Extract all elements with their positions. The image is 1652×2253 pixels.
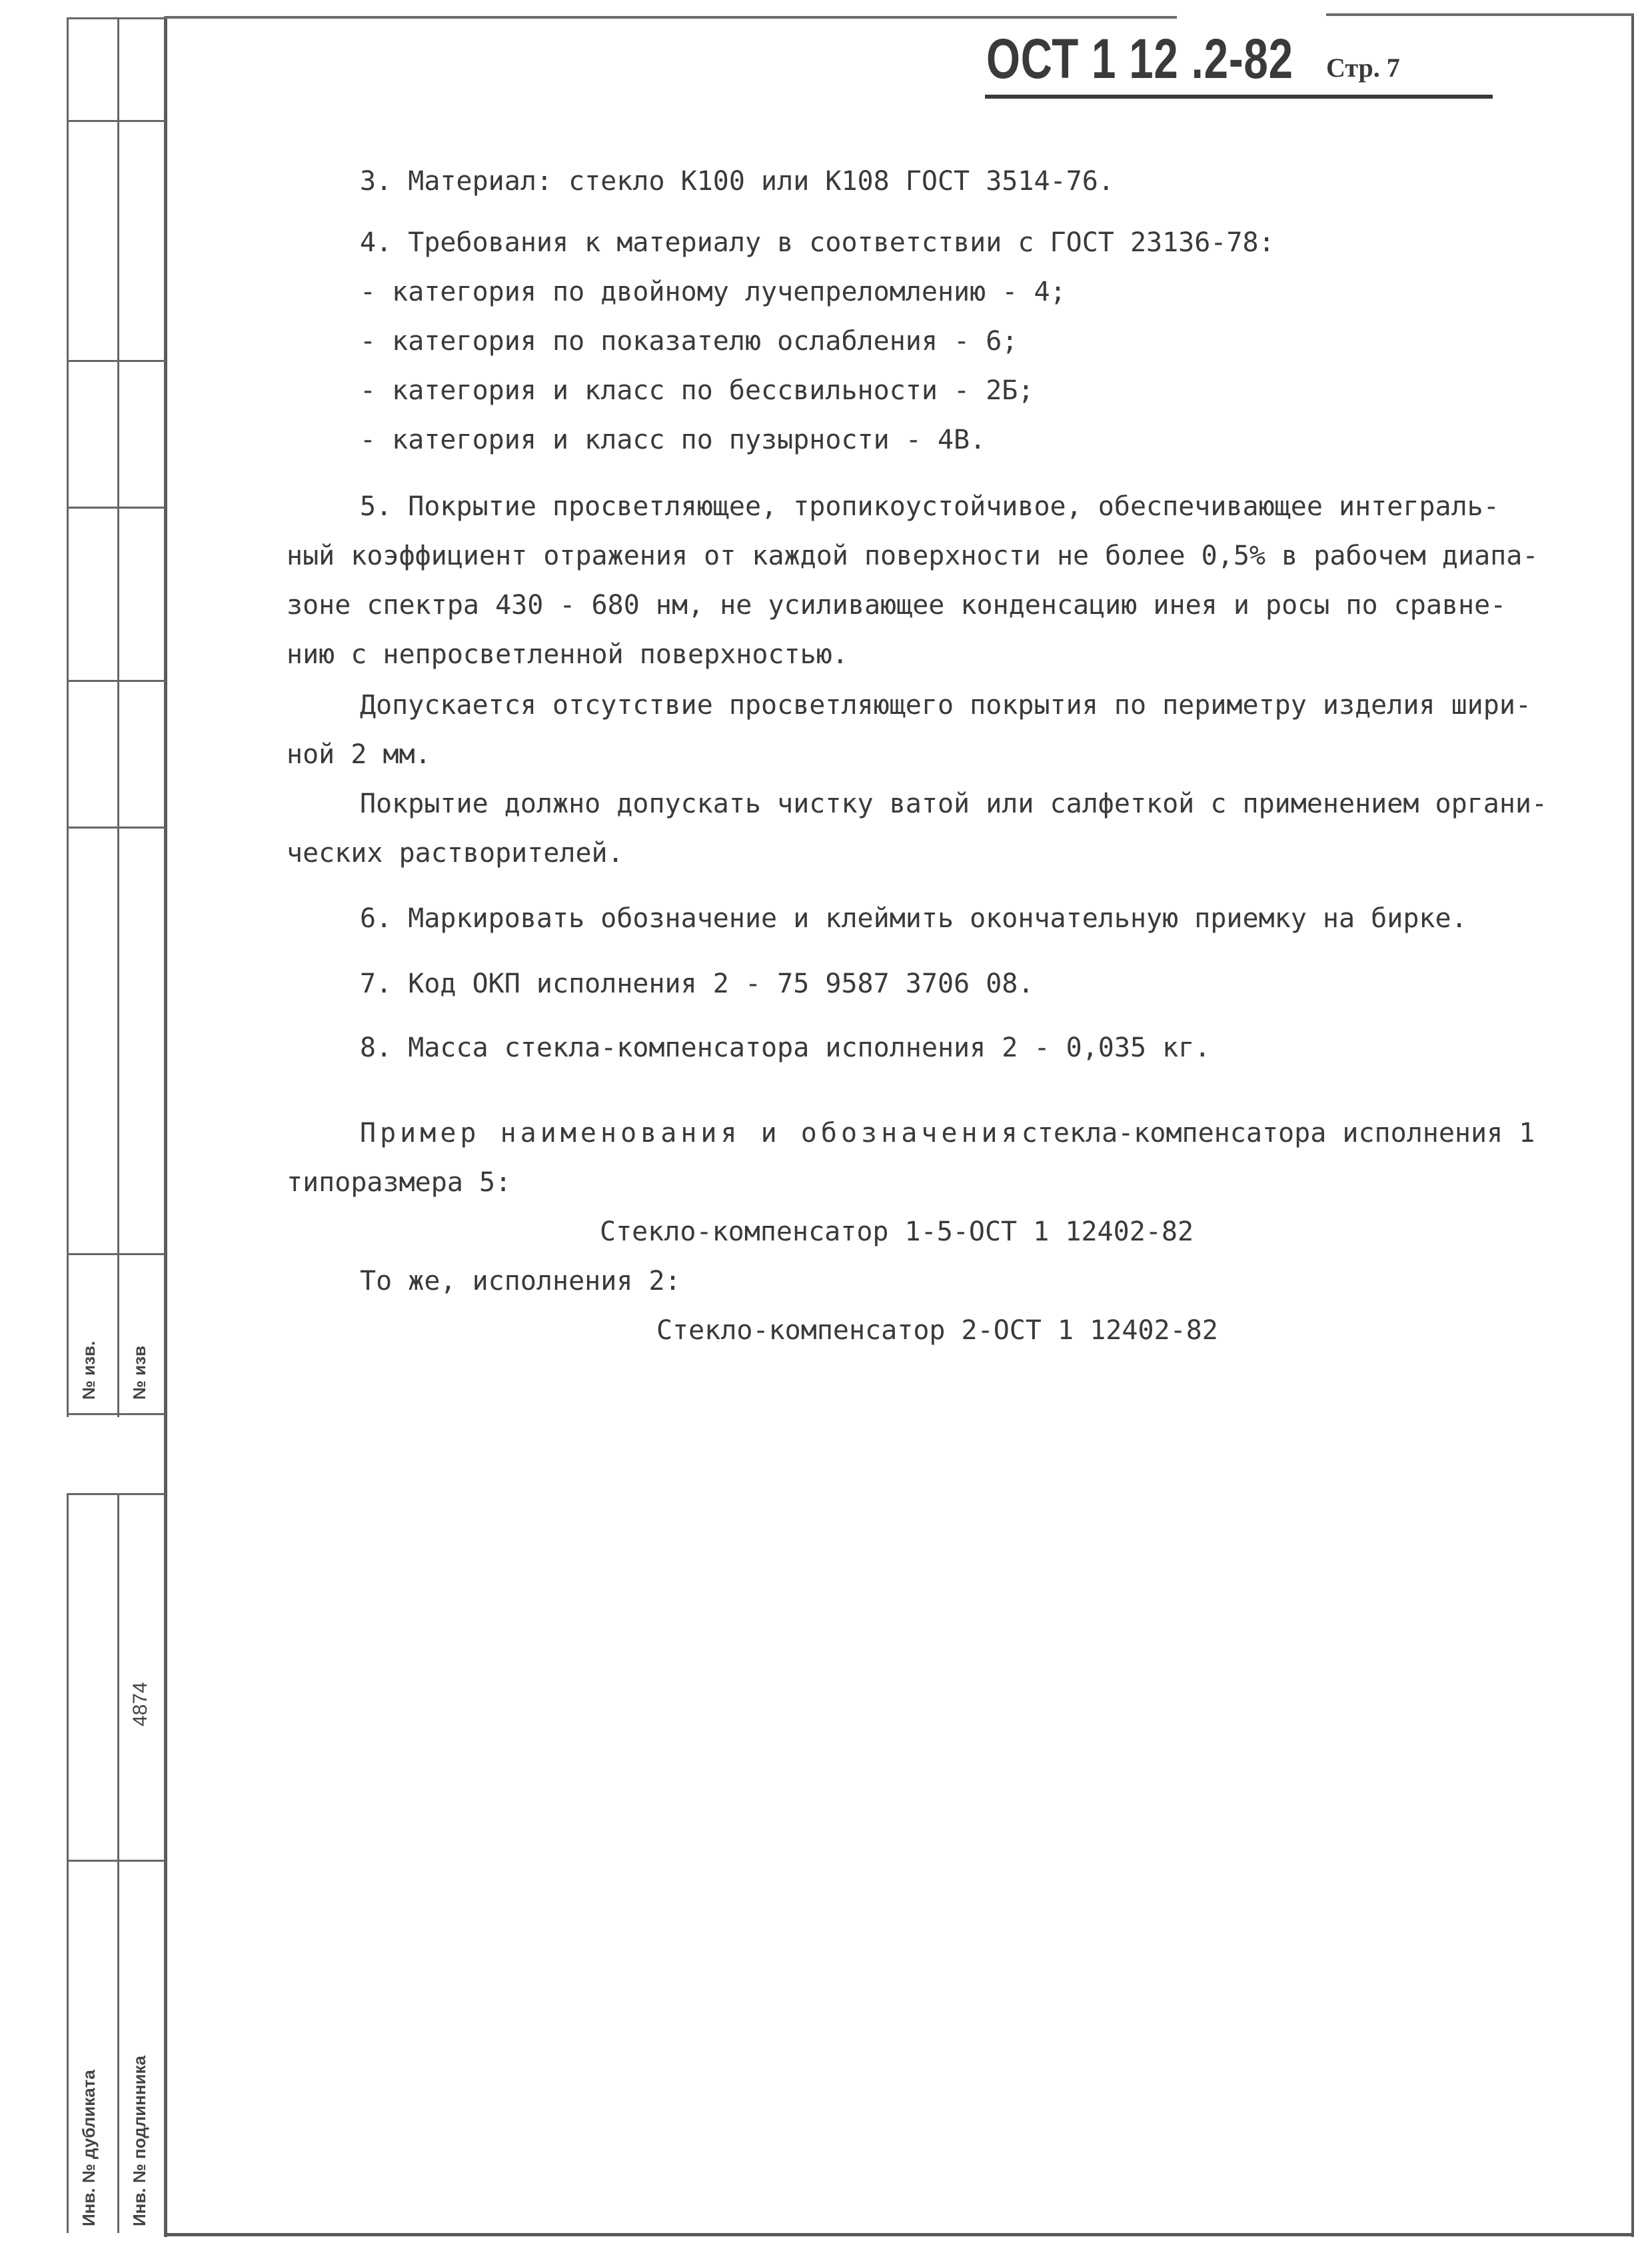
item-4-b: - категория по показателю ослабления - 6; [360,326,1018,357]
frame-top-border-right [1326,13,1634,16]
frame-bottom-border [164,2233,1634,2236]
strip-outer-line-lower [67,1493,69,2233]
document-designation: ОСТ 1 12 .2-82 [986,27,1293,90]
strip-label-no-izv: № изв. [79,1340,99,1400]
item-6: 6. Маркировать обозначение и клеймить окончательную приемку на бирке. [360,903,1467,934]
example-designation-1: Стекло-компенсатор 1-5-ОСТ 1 12402-82 [600,1216,1194,1247]
item-7: 7. Код ОКП исполнения 2 - 75 9587 3706 08. [360,969,1034,999]
header-underline [985,95,1493,99]
item-4-d: - категория и класс по пузырности - 4В. [360,425,986,455]
item-5-para3-line-2: ческих растворителей. [287,838,624,869]
strip-handwritten-number: 4874 [129,1682,151,1726]
example-line-1 [360,1117,1535,1149]
page-number: Стр. 7 [1326,53,1400,83]
frame-top-border [164,16,1177,19]
item-8: 8. Масса стекла-компенсатора исполнения 2 - 0,035 кг. [360,1033,1211,1063]
item-4: 4. Требования к материалу в соответствии с ГОСТ 23136-78: [360,227,1275,258]
strip-middle-line-upper [117,17,119,1417]
example-spaced-heading: Пример наименования и обозначения [360,1118,1022,1148]
item-3: 3. Материал: стекло К100 или К108 ГОСТ 3514-76. [360,166,1114,197]
item-5-para3-line-1: Покрытие должно допускать чистку ватой или салфеткой с применением органи- [360,789,1548,819]
example-line-2: типоразмера 5: [287,1167,512,1198]
item-5-line-4: нию с непросветленной поверхностью. [287,639,848,670]
frame-right-border [1631,13,1634,2237]
strip-outer-line-upper [67,17,69,1417]
item-5-line-2: ный коэффициент отражения от каждой поверхности не более 0,5% в рабочем диапа- [287,541,1539,571]
item-5-para2-line-1: Допускается отсутствие просветляющего покрытия по периметру изделия шири- [360,690,1531,721]
same-for-version-2: То же, исполнения 2: [360,1266,681,1296]
strip-label-inv-duplicate: Инв. № дубликата [79,2070,99,2226]
item-5-line-3: зоне спектра 430 - 680 нм, не усиливающее конденсацию инея и росы по сравне- [287,590,1507,621]
example-designation-2: Стекло-компенсатор 2-ОСТ 1 12402-82 [656,1315,1218,1346]
frame-left-border [164,17,167,2237]
item-5-para2-line-2: ной 2 мм. [287,739,431,770]
item-4-a: - категория по двойному лучепреломлению - 4; [360,277,1066,307]
strip-top-line [67,17,165,19]
strip-label-no-izv-2: № изв [129,1345,149,1400]
strip-middle-line-lower [117,1493,119,2233]
item-4-c: - категория и класс по бессвильности - 2Б; [360,375,1034,406]
example-heading-rest: стекла-компенсатора исполнения 1 [1021,1118,1535,1148]
strip-label-inv-original: Инв. № подлинника [129,2055,149,2226]
item-5-line-1: 5. Покрытие просветляющее, тропикоустойчивое, обеспечивающее интеграль- [360,491,1499,522]
